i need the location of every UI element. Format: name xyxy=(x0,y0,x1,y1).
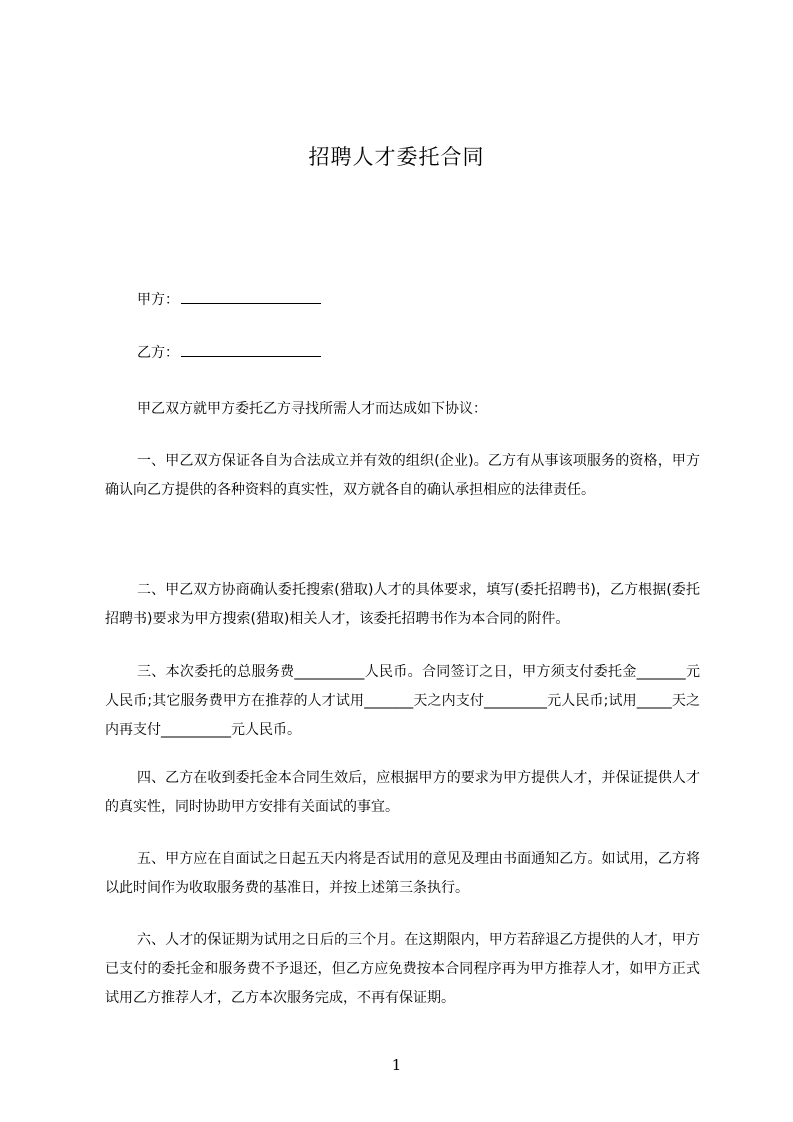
clause-1: 一、甲乙双方保证各自为合法成立并有效的组织(企业)。乙方有从事该项服务的资格，甲方确认向乙方提供的各种资料的真实性，双方就各自的确认承担相应的法律责任。 xyxy=(105,453,700,498)
party-a-label: 甲方： xyxy=(137,292,179,308)
document-title: 招聘人才委托合同 xyxy=(308,145,485,169)
party-a-blank-line xyxy=(181,289,321,304)
clause-3: 三、本次委托的总服务费__________人民币。合同签订之日，甲方须支付委托金_______元人民币;其它服务费甲方在推荐的人才试用_______天之内支付_________元人民币;试用_____天之内再支付__________元人民币。 xyxy=(105,664,700,738)
party-b-blank-line xyxy=(181,342,321,357)
clause-2: 二、甲乙双方协商确认委托搜索(猎取)人才的具体要求，填写(委托招聘书)，乙方根据(委托招聘书)要求为甲方搜索(猎取)相关人才，该委托招聘书作为本合同的附件。 xyxy=(105,582,700,627)
party-b-label: 乙方： xyxy=(137,345,179,361)
page-number: 1 xyxy=(391,1056,402,1074)
party-a-field xyxy=(137,289,321,311)
party-b-field xyxy=(137,342,321,364)
clause-4: 四、乙方在收到委托金本合同生效后，应根据甲方的要求为甲方提供人才，并保证提供人才的真实性，同时协助甲方安排有关面试的事宜。 xyxy=(105,770,700,815)
clause-5: 五、甲方应在自面试之日起五天内将是否试用的意见及理由书面通知乙方。如试用，乙方将以此时间作为收取服务费的基准日，并按上述第三条执行。 xyxy=(105,851,700,896)
clause-6: 六、人才的保证期为试用之日后的三个月。在这期限内，甲方若辞退乙方提供的人才，甲方已支付的委托金和服务费不予退还，但乙方应免费按本合同程序再为甲方推荐人才，如甲方正式试用乙方推荐人才，乙方本次服务完成，不再有保证期。 xyxy=(105,932,700,1006)
intro-paragraph: 甲乙双方就甲方委托乙方寻找所需人才而达成如下协议： xyxy=(137,401,487,417)
